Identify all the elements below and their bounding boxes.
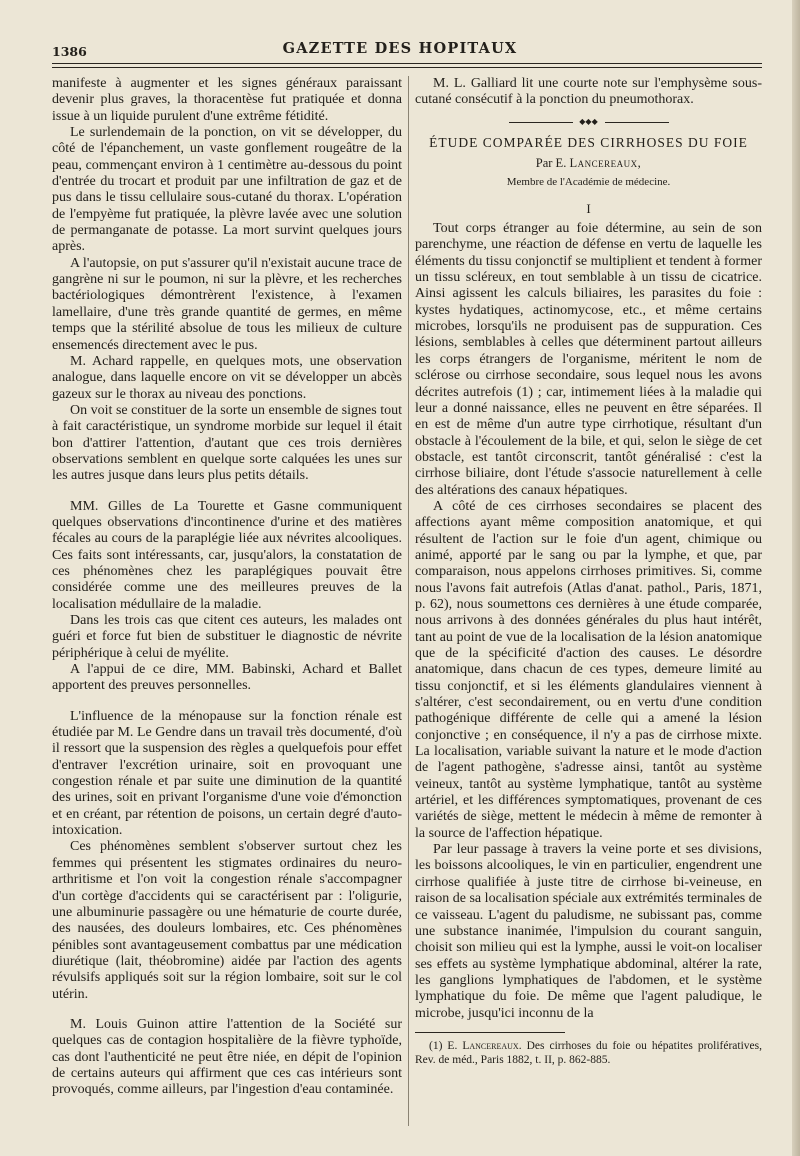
paragraph: Par leur passage à travers la veine porte et ses divisions, les boissons alcooliques, le vin en particulier, engendrent une cirrhose qualifiée à juste titre de cirrhose bi-veineuse, en raison de sa localisation spéciale aux extrémités terminales de ce vaisseau. L'agent du paludisme, ne subissant pas, comme une substance inanimée, l'impulsion du courant sanguin, choisit son milieu qui est la lymphe, aussi le voit-on localiser ses effets au système lymphatique abdominal, altérer la rate, les ganglions lymphatiques de l'abdomen, et le système lymphatique du foie. De même que l'agent paludique, le microbe, jusqu'ici inconnu de la: [415, 842, 762, 1021]
paragraph: A l'autopsie, on put s'assurer qu'il n'existait aucune trace de gangrène ni sur le poumon, ni sur la plèvre, et les recherches bactériologiques démontrèrent l'existence, à l'examen lamellaire, d'une très grande quantité de germes, en même temps que la stérilité absolue de tous les milieux de culture ensemencés directement avec le pus.: [52, 255, 402, 353]
paragraph-gap: [52, 1003, 402, 1017]
header-rule-bottom: [52, 67, 762, 68]
article-byline: [415, 155, 762, 171]
section-number: I: [586, 200, 591, 216]
paragraph: M. Louis Guinon attire l'attention de la Société sur quelques cas de contagion hospitalière de la fièvre typhoïde, cas dont l'authenticité ne peut être niée, en dépit de l'opinion de certains auteurs qui affirment que ces cas intérieurs sont provoqués, comme ailleurs, par l'ingestion d'eau contaminée.: [52, 1016, 402, 1098]
page-edge-shadow: [792, 0, 800, 1156]
byline-prefix: Par E.: [535, 156, 567, 171]
paragraph: Dans les trois cas que citent ces auteurs, les malades ont guéri et force fut bien de substituer le diagnostic de névrite périphérique à celui de myélite.: [52, 613, 402, 661]
footnote-marker: (1) E.: [429, 1039, 458, 1052]
paragraph: Le surlendemain de la ponction, on vit se développer, du côté de l'épanchement, un vaste gonflement rougeâtre de la peau, commençant environ à 1 centimètre au-dessous du point d'entrée du trocart et produit par une infiltration de gaz et de pus dans le tissu cellulaire sous-cutané du thorax. L'opération de l'empyème fut pratiquée, la plèvre lavée avec une solution de permanganate de potasse. La mort survint quelques jours après.: [52, 125, 402, 255]
paragraph: Tout corps étranger au foie détermine, au sein de son parenchyme, une réaction de défense en vertu de laquelle les éléments du tissu conjonctif se multiplient et tendent à former un tissu scléreux, en tout semblable à un tissu de cicatrice. Ainsi agissent les calculs biliaires, les parasites du foie : kystes hydatiques, actinomycose, etc., et même certains microbes, lorsqu'ils ne produisent pas de suppuration. Ces lésions, semblables à celles que déterminent partout ailleurs les corps étrangers de l'organisme, méritent le nom de sclérose ou cirrhose secondaire, sous lequel nous les avons décrites autrefois (1) ; car, intimement liées à la maladie qui leur a donné naissance, elles ne peuvent en être séparées. Il en est de même d'un autre type cirrhotique, résultant d'un obstacle à l'écoulement de la bile, et qui, selon le siège de cet obstacle, est tantôt circonscrit, tantôt généralisé : c'est la cirrhose biliaire, dont l'étude s'associe naturellement à celle des altérations des canaux hépatiques.: [415, 221, 762, 498]
paragraph: On voit se constituer de la sorte un ensemble de signes tout à fait caractéristique, un syndrome morbide sur lequel il était bon d'attirer l'attention, d'autant que ces trois dernières observations semblent en quelque sorte calquées les unes sur les autres jusque dans leurs plus petits détails.: [52, 402, 402, 484]
running-title: GAZETTE DES HOPITAUX: [282, 40, 518, 57]
paragraph: Ces phénomènes semblent s'observer surtout chez les femmes qui présentent les stigmates ordinaires du neuro-arthritisme et l'on voit la congestion rénale s'accompagner d'un cortège d'accidents qui se caractérisent par : l'oligurie, une albuminurie passagère ou une hématurie de courte durée, des nausées, des douleurs lombaires, etc. Ces phénomènes pénibles sont avantageusement combattus par une médication diurétique (lait, théobromine) aidée par l'action des agents révulsifs appliqués soit sur la région lombaire, soit sur le col utérin.: [52, 839, 402, 1002]
ornament-icon: ◆◆◆: [573, 118, 605, 126]
left-column: [52, 76, 402, 1099]
paragraph: manifeste à augmenter et les signes généraux paraissant devenir plus graves, la thoracentèse fut pratiquée et donna issue à un liquide purulent d'une extrême fétidité.: [52, 76, 402, 124]
footnote-rule: [415, 1032, 565, 1033]
paragraph: L'influence de la ménopause sur la fonction rénale est étudiée par M. Le Gendre dans un travail très documenté, d'où il ressort que la suspension des règles a quelquefois pour effet d'entraver l'excrétion urinaire, soit en provoquant une congestion rénale et par suite une diminution de la quantité des urines, soit en privant l'organisme d'une voie d'émonction et en créant, par rétention de poisons, un certain degré d'auto-intoxication.: [52, 708, 402, 839]
column-divider: [408, 76, 409, 1126]
footnote: [415, 1039, 762, 1067]
author-affiliation: Membre de l'Académie de médecine.: [506, 176, 671, 189]
paragraph-gap: [52, 695, 402, 709]
header-rule-top: [52, 63, 762, 64]
right-column: [415, 76, 762, 1067]
paragraph: A l'appui de ce dire, MM. Babinski, Achard et Ballet apportent des preuves personnelles.: [52, 662, 402, 694]
footnote-author: Lancereaux.: [462, 1039, 522, 1052]
paragraph: A côté de ces cirrhoses secondaires se placent des affections ayant même composition anatomique, et qui résultent de l'action sur le foie d'un agent, chimique ou animé, apporté par le sang ou par la lymphe, et que, par comparaison, nous appelons cirrhoses primitives. Si, comme nous l'avons fait autrefois (Atlas d'anat. pathol., Paris, 1871, p. 62), nous soumettons ces dernières à une étude comparée, nous arrivons à des données générales du plus haut intérêt, tant au point de vue de la localisation de la lésion anatomique que de la spécificité d'action des causes. Le désordre anatomique, dans chacun de ces types, demeure limité au tissu conjonctif, et si les éléments glandulaires viennent à s'altérer, c'est secondairement, ou en vertu d'une condition pathogénique différente de celle qui a amené la lésion conjonctive ; en conséquence, il n'y a pas de cirrhose mixte. La localisation, variable suivant la nature et le mode d'action de l'agent pathogène, s'adresse ainsi, tantôt au système veineux, tantôt au système lymphatique, tantôt au système artériel, et les différences symptomatiques, provenant de ces variétés de siège, mettent le médecin à même de remonter à la source de l'affection hépatique.: [415, 498, 762, 841]
ornament-separator: [509, 116, 669, 126]
byline-author: Lancereaux,: [569, 156, 642, 171]
article-title: ÉTUDE COMPARÉE DES CIRRHOSES DU FOIE: [429, 134, 748, 150]
paragraph: M. Achard rappelle, en quelques mots, une observation analogue, dans laquelle encore on vit se développer un abcès gazeux sur le thorax au niveau des ponctions.: [52, 353, 402, 402]
page-number: 1386: [52, 44, 87, 59]
paragraph-gap: [52, 485, 402, 499]
footnote-text: Des cirrhoses du foie ou hépatites prolifératives, Rev. de méd., Paris 1882, t. II, p. 862-885.: [415, 1039, 762, 1066]
paragraph: MM. Gilles de La Tourette et Gasne communiquent quelques observations d'incontinence d'urine et des matières fécales au cours de la paraplégie liée aux névrites alcooliques. Ces faits sont intéressants, car, jusqu'alors, la constatation de ces phénomènes chez les paraplégiques pouvait être considérée comme une des meilleures preuves de la localisation médullaire de la maladie.: [52, 498, 402, 612]
intro-paragraph: M. L. Galliard lit une courte note sur l'emphysème sous-cutané consécutif à la ponction du pneumothorax.: [415, 76, 762, 108]
